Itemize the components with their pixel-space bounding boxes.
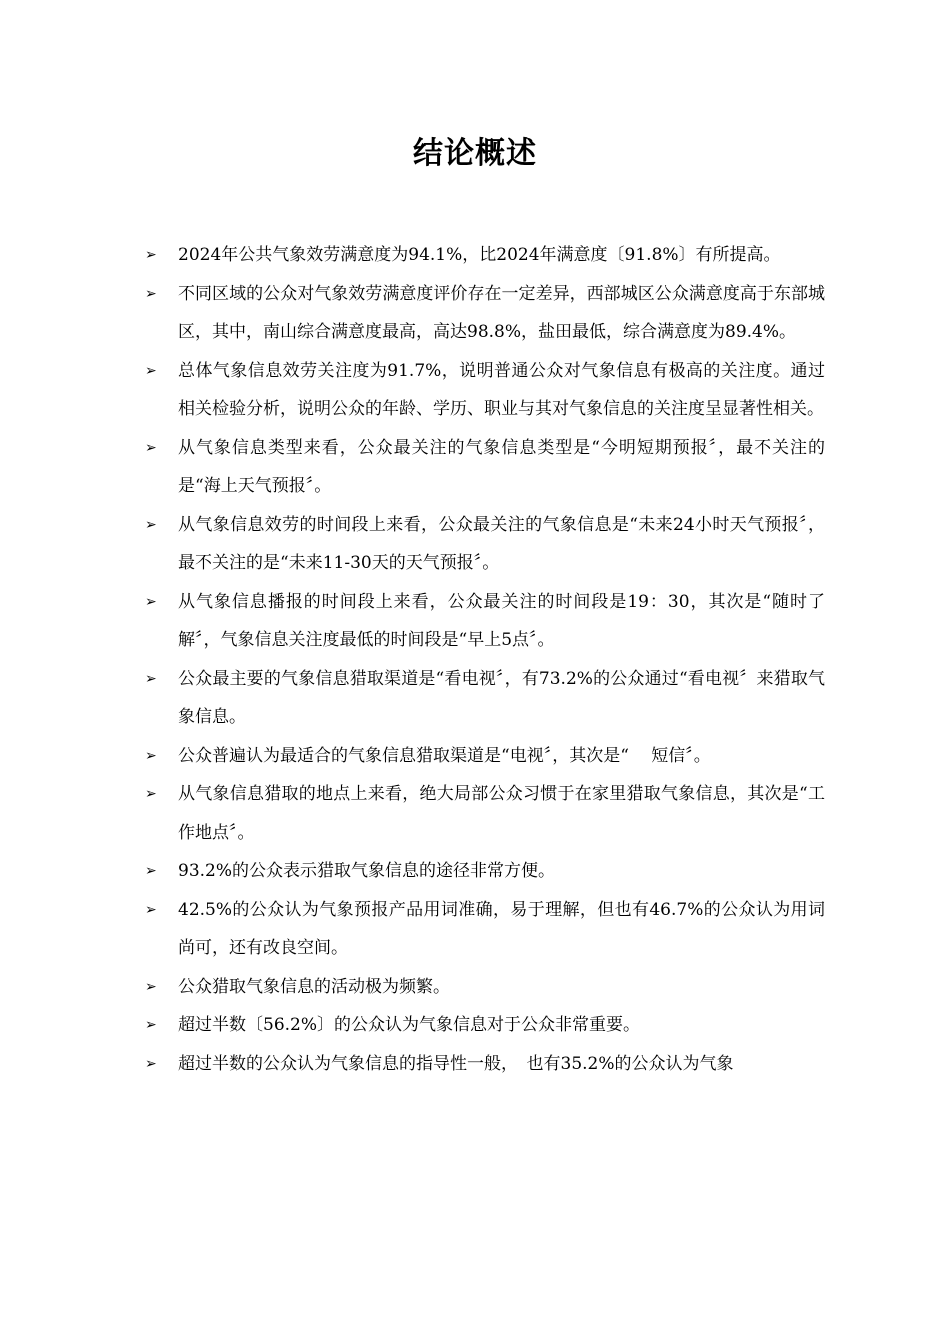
list-item-text: 2024年公共气象效劳满意度为94.1%，比2024年满意度〔91.8%〕有所提高。 [178, 245, 781, 265]
arrow-bullet-icon: ➢ [145, 670, 157, 687]
page-title: 结论概述 [413, 136, 537, 171]
list-item-text: 公众猎取气象信息的活动极为频繁。 [178, 976, 450, 997]
arrow-bullet-icon: ➢ [145, 747, 157, 764]
arrow-bullet-icon: ➢ [145, 978, 157, 995]
arrow-bullet-icon: ➢ [145, 362, 157, 379]
list-item [145, 660, 825, 737]
list-item-text: 42.5%的公众认为气象预报产品用词准确，易于理解，但也有46.7%的公众认为用词尚可，还有改良空间。 [178, 899, 825, 958]
arrow-bullet-icon: ➢ [145, 786, 157, 802]
arrow-bullet-icon: ➢ [145, 1017, 157, 1033]
arrow-bullet-icon: ➢ [145, 1055, 157, 1072]
conclusion-list [145, 236, 825, 1083]
list-item-text: 公众普遍认为最适合的气象信息猎取渠道是“电视〞，其次是“ 短信〞。 [178, 745, 711, 766]
list-item [145, 968, 825, 1007]
list-item [145, 236, 825, 275]
list-item-text: 从气象信息猎取的地点上来看，绝大局部公众习惯于在家里猎取气象信息，其次是“工作地点〞。 [178, 784, 825, 843]
list-item-text: 超过半数〔56.2%〕的公众认为气象信息对于公众非常重要。 [178, 1015, 641, 1035]
list-item-text: 公众最主要的气象信息猎取渠道是“看电视〞，有73.2%的公众通过“看电视〞来猎取气象信息。 [178, 668, 825, 727]
list-item-text: 超过半数的公众认为气象信息的指导性一般， 也有35.2%的公众认为气象 [178, 1053, 734, 1074]
list-item-text: 93.2%的公众表示猎取气象信息的途径非常方便。 [178, 861, 556, 881]
arrow-bullet-icon: ➢ [145, 901, 157, 918]
list-item [145, 506, 825, 583]
list-item-text: 总体气象信息效劳关注度为91.7%，说明普通公众对气象信息有极高的关注度。通过相关检验分析，说明公众的年龄、学历、职业与其对气象信息的关注度呈显著性相关。 [178, 360, 825, 419]
list-item [145, 852, 825, 891]
list-item-text: 从气象信息效劳的时间段上来看，公众最关注的气象信息是“未来24小时天气预报〞，最不关注的是“未来11-30天的天气预报〞。 [178, 514, 825, 573]
arrow-bullet-icon: ➢ [145, 285, 157, 302]
list-item-text: 从气象信息类型来看，公众最关注的气象信息类型是“今明短期预报〞，最不关注的是“海上天气预报〞。 [178, 437, 825, 496]
list-item [145, 429, 825, 506]
arrow-bullet-icon: ➢ [145, 593, 157, 610]
list-item [145, 891, 825, 968]
list-item-text: 从气象信息播报的时间段上来看，公众最关注的时间段是19：30，其次是“随时了解〞，气象信息关注度最低的时间段是“早上5点〞。 [178, 591, 825, 650]
arrow-bullet-icon: ➢ [145, 247, 157, 263]
arrow-bullet-icon: ➢ [145, 439, 157, 456]
list-item [145, 1045, 825, 1084]
list-item [145, 1006, 825, 1045]
list-item [145, 775, 825, 852]
list-item [145, 352, 825, 429]
list-item [145, 275, 825, 352]
list-item [145, 583, 825, 660]
list-item-text: 不同区域的公众对气象效劳满意度评价存在一定差异，西部城区公众满意度高于东部城区，其中，南山综合满意度最高，高达98.8%，盐田最低，综合满意度为89.4%。 [178, 283, 825, 342]
arrow-bullet-icon: ➢ [145, 863, 157, 879]
arrow-bullet-icon: ➢ [145, 516, 157, 533]
list-item [145, 737, 825, 776]
